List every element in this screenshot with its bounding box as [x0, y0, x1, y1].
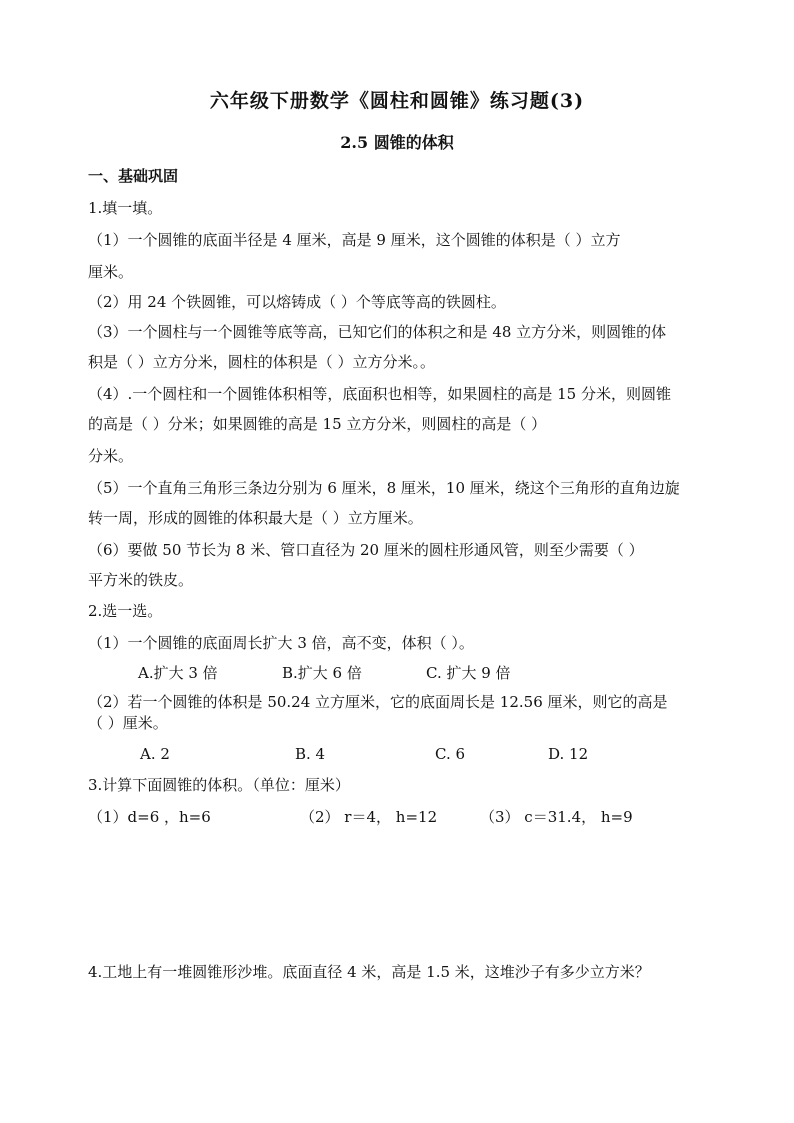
q2-1-option-b: B.扩大 6 倍 [282, 664, 362, 682]
q1-item-3-line-2: 积是（ ）立方分米，圆柱的体积是（ ）立方分米。。 [88, 353, 436, 371]
q3-item-2: （2） r＝4， h=12 [300, 808, 438, 826]
q1-item-1-line-2: 厘米。 [88, 263, 134, 281]
q2-2-option-b: B. 4 [295, 745, 326, 763]
question-1-heading: 1.填一填。 [88, 199, 163, 217]
q2-2-option-d: D. 12 [548, 745, 589, 763]
page-subtitle: 2.5 圆锥的体积 [340, 133, 454, 152]
q2-2-option-a: A. 2 [140, 745, 170, 763]
q1-item-4-line-1: （4）.一个圆柱和一个圆锥体积相等，底面积也相等，如果圆柱的高是 15 分米，则圆锥 [88, 385, 671, 403]
q2-1-option-a: A.扩大 3 倍 [138, 664, 218, 682]
q2-item-2-line-1: （2）若一个圆锥的体积是 50.24 立方厘米，它的底面周长是 12.56 厘米，则它的高是 [88, 693, 668, 711]
q1-item-2: （2）用 24 个铁圆锥，可以熔铸成（ ）个等底等高的铁圆柱。 [88, 293, 506, 311]
q1-item-6-line-1: （6）要做 50 节长为 8 米、管口直径为 20 厘米的圆柱形通风管，则至少需要（ ） [88, 541, 644, 559]
q3-item-3: （3） c＝31.4， h=9 [480, 808, 633, 826]
q2-2-option-c: C. 6 [435, 745, 466, 763]
question-2-heading: 2.选一选。 [88, 602, 163, 620]
q1-item-4-line-3: 分米。 [88, 447, 134, 465]
q2-1-option-c: C. 扩大 9 倍 [426, 664, 511, 682]
question-3-heading: 3.计算下面圆锥的体积。（单位：厘米） [88, 776, 350, 794]
question-4: 4.工地上有一堆圆锥形沙堆。底面直径 4 米，高是 1.5 米，这堆沙子有多少立方米？ [88, 963, 650, 981]
page-title: 六年级下册数学《圆柱和圆锥》练习题(3) [209, 90, 585, 112]
q3-item-1: （1）d=6 ，h=6 [88, 808, 211, 826]
q1-item-6-line-2: 平方米的铁皮。 [88, 571, 194, 589]
q2-item-1: （1）一个圆锥的底面周长扩大 3 倍，高不变，体积（ ）。 [88, 634, 474, 652]
q1-item-3-line-1: （3）一个圆柱与一个圆锥等底等高，已知它们的体积之和是 48 立方分米，则圆锥的体 [88, 323, 667, 341]
q1-item-5-line-1: （5）一个直角三角形三条边分别为 6 厘米，8 厘米，10 厘米，绕这个三角形的直角边旋 [88, 479, 680, 497]
q2-item-2-line-2: （ ）厘米。 [88, 714, 168, 732]
q1-item-1-line-1: （1）一个圆锥的底面半径是 4 厘米，高是 9 厘米，这个圆锥的体积是（ ）立方 [88, 231, 621, 249]
section-heading: 一、基础巩固 [88, 167, 179, 185]
q1-item-4-line-2: 的高是（ ）分米；如果圆锥的高是 15 立方分米，则圆柱的高是（ ） [88, 415, 547, 433]
q1-item-5-line-2: 转一周，形成的圆锥的体积最大是（ ）立方厘米。 [88, 509, 423, 527]
